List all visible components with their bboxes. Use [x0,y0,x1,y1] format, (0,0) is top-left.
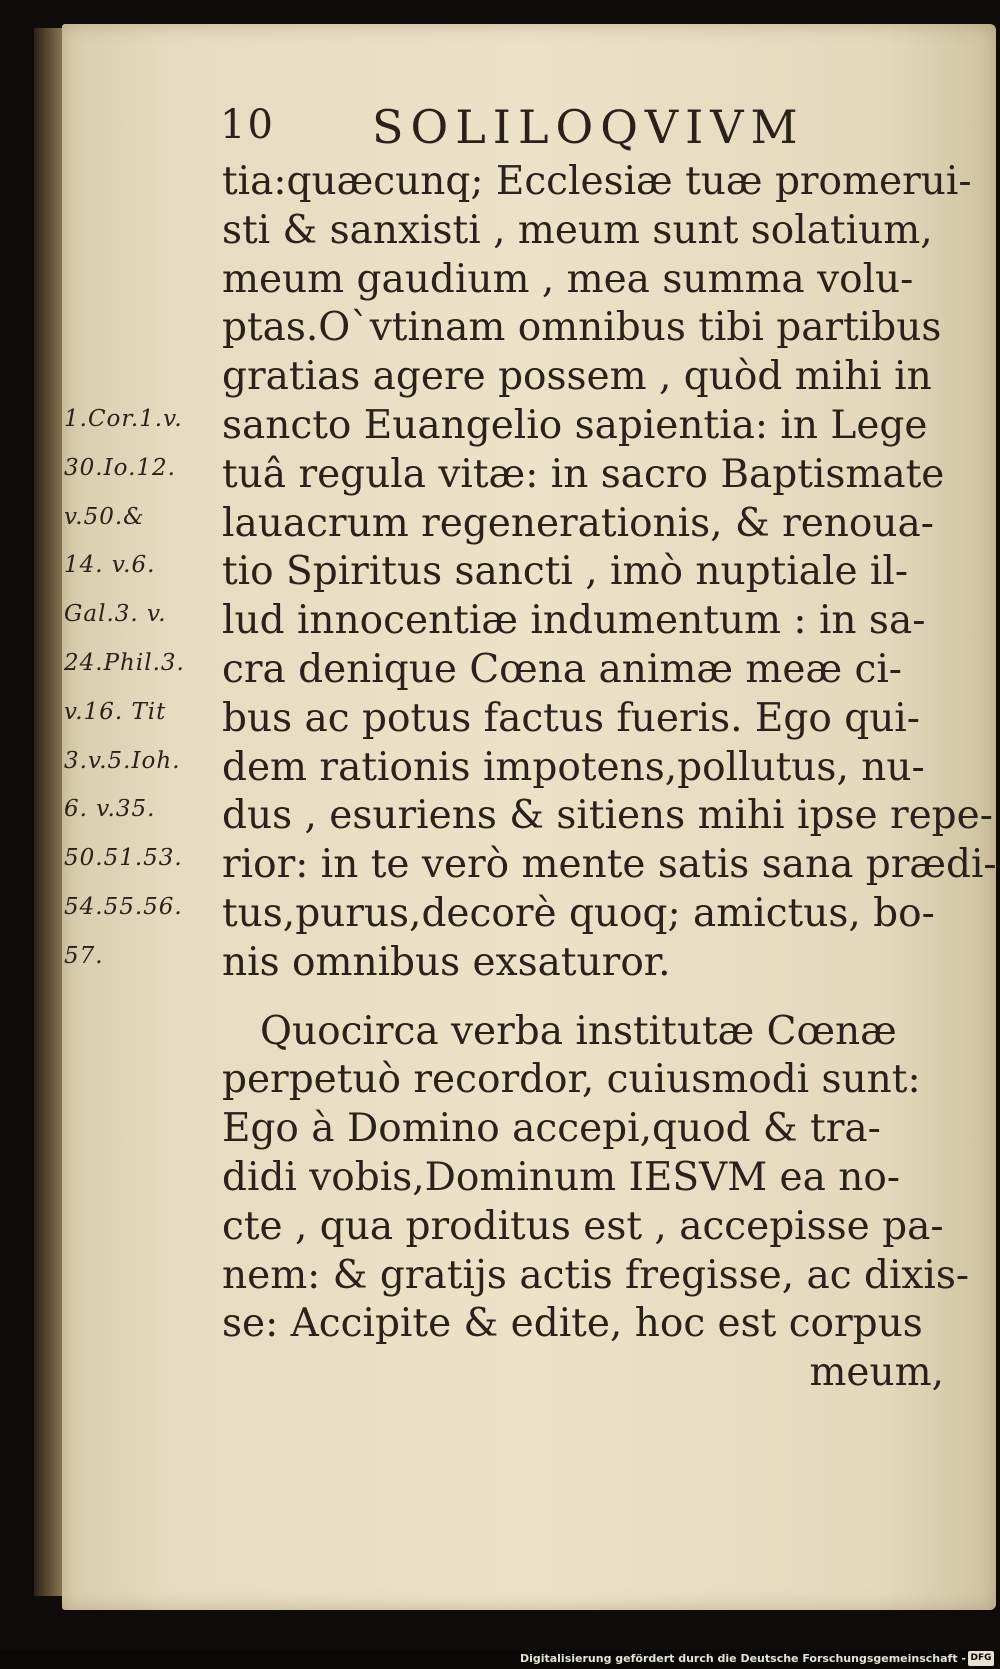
text-line: didi vobis,Dominum IESVM ea no- [222,1154,901,1200]
sidenote-line: v.16. Tit [64,698,167,725]
text-line: cra denique Cœna animæ meæ ci- [222,646,902,692]
running-title: SOLILOQVIVM [372,100,805,154]
text-line: lud innocentiæ indumentum : in sa- [222,598,926,644]
body-text [222,158,997,1398]
sidenote-line: 3.v.5.Ioh. [64,747,181,774]
paragraph-first-line: Quocirca verba institutæ Cœnæ [260,1008,897,1054]
text-line: cte , qua proditus est , accepisse pa- [222,1203,944,1249]
text-line: nem: & gratijs actis fregisse, ac dixis- [222,1252,970,1298]
running-head [220,100,810,156]
text-line: meum gaudium , mea summa volu- [222,256,914,302]
paragraph-gap [222,988,952,1008]
sidenote-line: 30.Io.12. [64,454,176,481]
sidenote-line: 54.55.56. [64,893,183,920]
sidenote-line: 50.51.53. [64,845,183,872]
text-line: lauacrum regenerationis, & renoua- [222,500,934,546]
sidenote-line: 6. v.35. [64,796,156,823]
text-line: tia:quæcunq; Ecclesiæ tuæ promerui- [222,159,972,204]
text-line: bus ac potus factus fueris. Ego qui- [222,695,920,741]
sidenote-line: 24.Phil.3. [64,649,185,676]
sidenote-line: v.50.& [64,503,145,530]
text-line: tus,purus,decorè quoq; amictus, bo- [222,890,935,936]
text-line: nis omnibus exsaturor. [222,939,671,985]
text-line: gratias agere possem , quòd mihi in [222,354,932,400]
text-line: tio Spiritus sancti , imò nuptiale il- [222,549,909,595]
dfg-logo-icon: DFG [968,1651,994,1666]
text-line: rior: in te verò mente satis sana prædi- [222,842,997,888]
text-line: ptas.O`vtinam omnibus tibi partibus [222,305,942,351]
marginal-references [64,395,224,981]
text-line: perpetuò recordor, cuiusmodi sunt: [222,1057,921,1103]
text-line: sancto Euangelio sapientia: in Lege [222,402,928,448]
text-line: dem rationis impotens,pollutus, nu- [222,744,925,790]
sidenote-line: 57. [64,942,104,969]
text-line: se: Accipite & edite, hoc est corpus [222,1301,923,1347]
catchword: meum, [809,1350,944,1396]
text-line: Ego à Domino accepi,quod & tra- [222,1106,881,1152]
sidenote-line: 14. v.6. [64,552,156,579]
digitization-credit: Digitalisierung gefördert durch die Deutsche Forschungsgemeinschaft - [519,1652,966,1665]
sidenote-line: 1.Cor.1.v. [64,406,183,432]
text-line: dus , esuriens & sitiens mihi ipse repe- [222,793,993,839]
text-line: sti & sanxisti , meum sunt solatium, [222,207,933,253]
sidenote-line: Gal.3. v. [64,601,167,628]
text-line: tuâ regula vitæ: in sacro Baptismate [222,451,945,497]
page-number: 10 [220,102,275,148]
